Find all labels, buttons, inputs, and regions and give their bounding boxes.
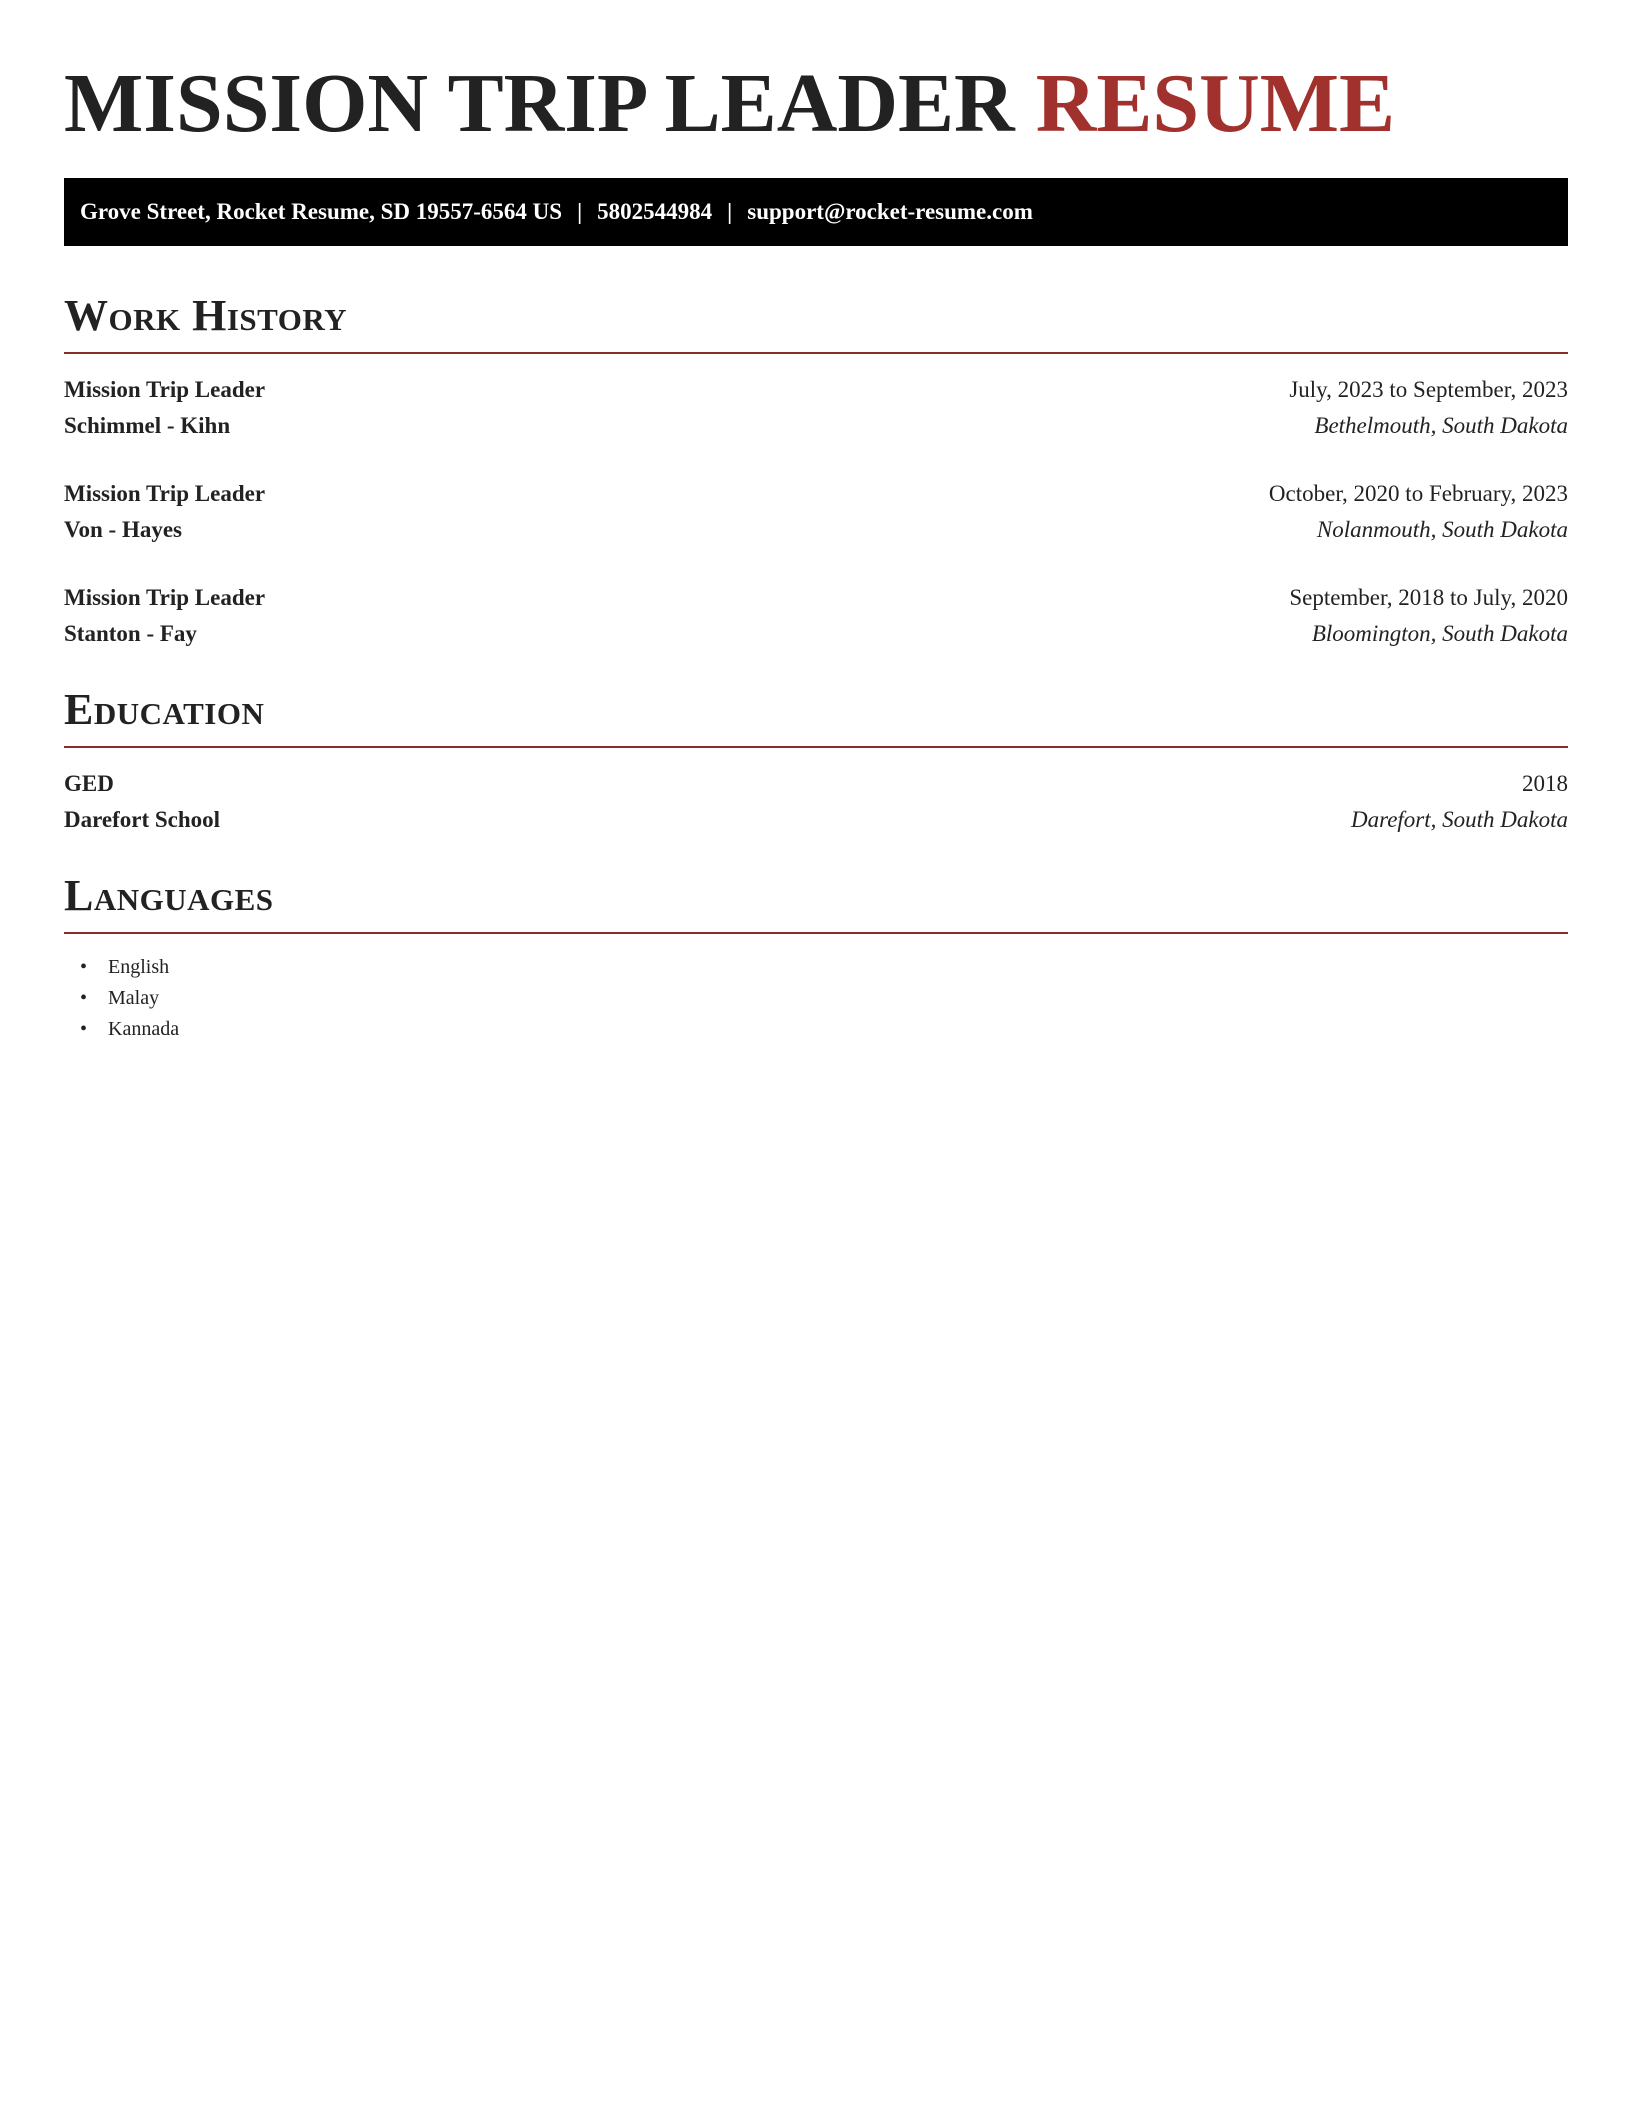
language-name: English	[108, 956, 170, 978]
job-location: Bloomington, South Dakota	[1311, 621, 1568, 646]
contact-email[interactable]: support@rocket-resume.com	[747, 199, 1033, 224]
section-divider	[64, 352, 1568, 354]
job-location: Nolanmouth, South Dakota	[1316, 517, 1568, 542]
resume-page	[64, 0, 1568, 1045]
bullet-icon: •	[80, 956, 88, 978]
education-location: Darefort, South Dakota	[1351, 807, 1568, 832]
contact-address: Grove Street, Rocket Resume, SD 19557-6564 US	[80, 199, 563, 224]
language-name: Kannada	[108, 1018, 180, 1040]
list-item	[64, 952, 1568, 983]
job-company: Von - Hayes	[64, 517, 182, 542]
education-school: Darefort School	[64, 807, 221, 832]
languages-list	[64, 952, 1568, 1045]
work-entry	[64, 476, 1568, 548]
education-list	[64, 766, 1568, 838]
work-entry	[64, 372, 1568, 444]
bullet-icon: •	[80, 987, 88, 1009]
job-dates: September, 2018 to July, 2020	[1289, 585, 1568, 610]
job-role: Mission Trip Leader	[64, 481, 266, 506]
work-entry	[64, 580, 1568, 652]
contact-bar	[64, 178, 1568, 246]
education-section	[64, 684, 1568, 838]
job-role: Mission Trip Leader	[64, 377, 266, 402]
job-role: Mission Trip Leader	[64, 585, 266, 610]
languages-heading: Languages	[64, 871, 274, 920]
education-entry	[64, 766, 1568, 838]
job-dates: July, 2023 to September, 2023	[1289, 377, 1568, 402]
section-divider	[64, 746, 1568, 748]
list-item	[64, 983, 1568, 1014]
education-heading: Education	[64, 685, 265, 734]
job-dates: October, 2020 to February, 2023	[1268, 481, 1568, 506]
job-company: Stanton - Fay	[64, 621, 197, 646]
language-name: Malay	[108, 987, 160, 1009]
section-divider	[64, 932, 1568, 934]
work-history-heading: Work History	[64, 291, 348, 340]
resume-title	[64, 0, 1568, 156]
title-accent: RESUME	[1035, 57, 1396, 150]
job-company: Schimmel - Kihn	[64, 413, 231, 438]
education-degree: GED	[64, 771, 114, 796]
list-item	[64, 1014, 1568, 1045]
contact-separator: |	[727, 199, 733, 224]
education-year: 2018	[1522, 771, 1568, 796]
bullet-icon: •	[80, 1018, 88, 1040]
job-location: Bethelmouth, South Dakota	[1314, 413, 1568, 438]
work-history-list	[64, 372, 1568, 652]
contact-separator: |	[577, 199, 583, 224]
contact-phone[interactable]: 5802544984	[597, 199, 713, 224]
languages-section	[64, 870, 1568, 1045]
title-main: MISSION TRIP LEADER	[64, 57, 1015, 150]
work-history-section	[64, 290, 1568, 652]
